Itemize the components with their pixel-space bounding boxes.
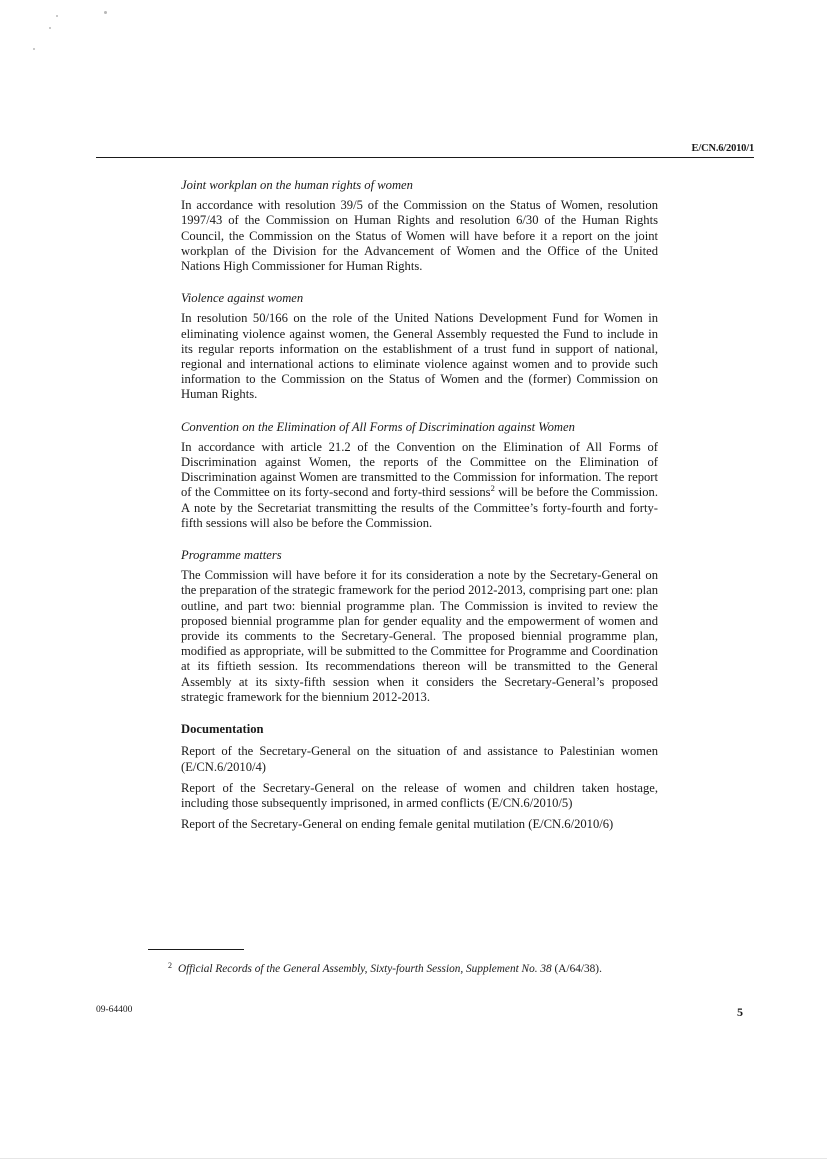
convention-text-after-note: will be before the Commission. A note by the Secretariat transmitting the results of the Committee’s forty-fourth and forty-fifth sessions will also be before the Commission. [181, 485, 658, 530]
documentation-heading: Documentation [181, 722, 264, 737]
paragraph-joint-workplan: In accordance with resolution 39/5 of the Commission on the Status of Women, resolution 1997/43 of the Commission on Human Rights and resolution 6/30 of the Human Rights Council, the Commission on the Status of Women will have before it a report on the joint workplan of the Division for the Advancement of Women and the Office of the United Nations High Commissioner for Human Rights. [181, 198, 658, 274]
section-title-programme: Programme matters [181, 548, 282, 563]
footnote-rule [148, 949, 244, 950]
paragraph-convention [181, 440, 658, 531]
scan-edge-line [0, 1158, 827, 1159]
documentation-item: Report of the Secretary-General on the situation of and assistance to Palestinian women (E/CN.6/2010/4) [181, 744, 658, 774]
footnote [168, 959, 648, 976]
page-number: 5 [737, 1005, 743, 1019]
paragraph-programme: The Commission will have before it for its consideration a note by the Secretary-General on the preparation of the strategic framework for the period 2012-2013, comprising part one: plan outline, and part two: biennial programme plan. The Commission is invited to review the proposed biennial programme plan for gender equality and the empowerment of women and provide its comments to the Secretary-General. The proposed biennial programme plan, modified as appropriate, will be submitted to the Committee for Programme and Coordination at its fiftieth session. Its recommendations thereon will be transmitted to the General Assembly at its sixty-fifth session when it considers the Secretary-General’s proposed strategic framework for the biennium 2012-2013. [181, 568, 659, 704]
documentation-item: Report of the Secretary-General on ending female genital mutilation (E/CN.6/2010/6) [181, 817, 614, 832]
header-rule [96, 157, 754, 158]
documentation-item: Report of the Secretary-General on the release of women and children taken hostage, including those subsequently imprisoned, in armed conflicts (E/CN.6/2010/5) [181, 780, 658, 810]
paragraph-violence: In resolution 50/166 on the role of the United Nations Development Fund for Women in eliminating violence against women, the General Assembly requested the Fund to include in its regular reports information on the establishment of a trust fund in support of national, regional and international actions to eliminate violence against women and to provide such information to the Commission on the Status of Women and the (former) Commission on Human Rights. [181, 311, 658, 402]
scan-speck [33, 48, 35, 50]
scan-speck [49, 27, 51, 29]
section-title-joint-workplan: Joint workplan on the human rights of women [181, 178, 413, 192]
section-title-violence: Violence against women [181, 291, 304, 306]
scan-speck [56, 15, 58, 17]
footnote-symbol: (A/64/38). [551, 963, 602, 975]
footnote-mark: 2 [168, 961, 172, 970]
section-title-convention: Convention on the Elimination of All Forms of Discrimination against Women [181, 419, 575, 434]
footnote-reference[interactable]: 2 [490, 483, 495, 494]
convention-text-before-note: In accordance with article 21.2 of the Convention on the Elimination of All Forms of Discrimination against Women, the reports of the Committee on the Elimination of Discrimination against Women are transmitted to the Commission for information. The report of the Committee on its forty-second and forty-third sessions [181, 439, 658, 500]
scan-speck [104, 11, 107, 14]
footnote-title: Official Records of the General Assembly, Sixty-fourth Session, Supplement No. 38 [178, 963, 552, 975]
job-number: 09-64400 [96, 1005, 133, 1015]
document-symbol: E/CN.6/2010/1 [691, 143, 754, 154]
body-text [181, 178, 658, 838]
